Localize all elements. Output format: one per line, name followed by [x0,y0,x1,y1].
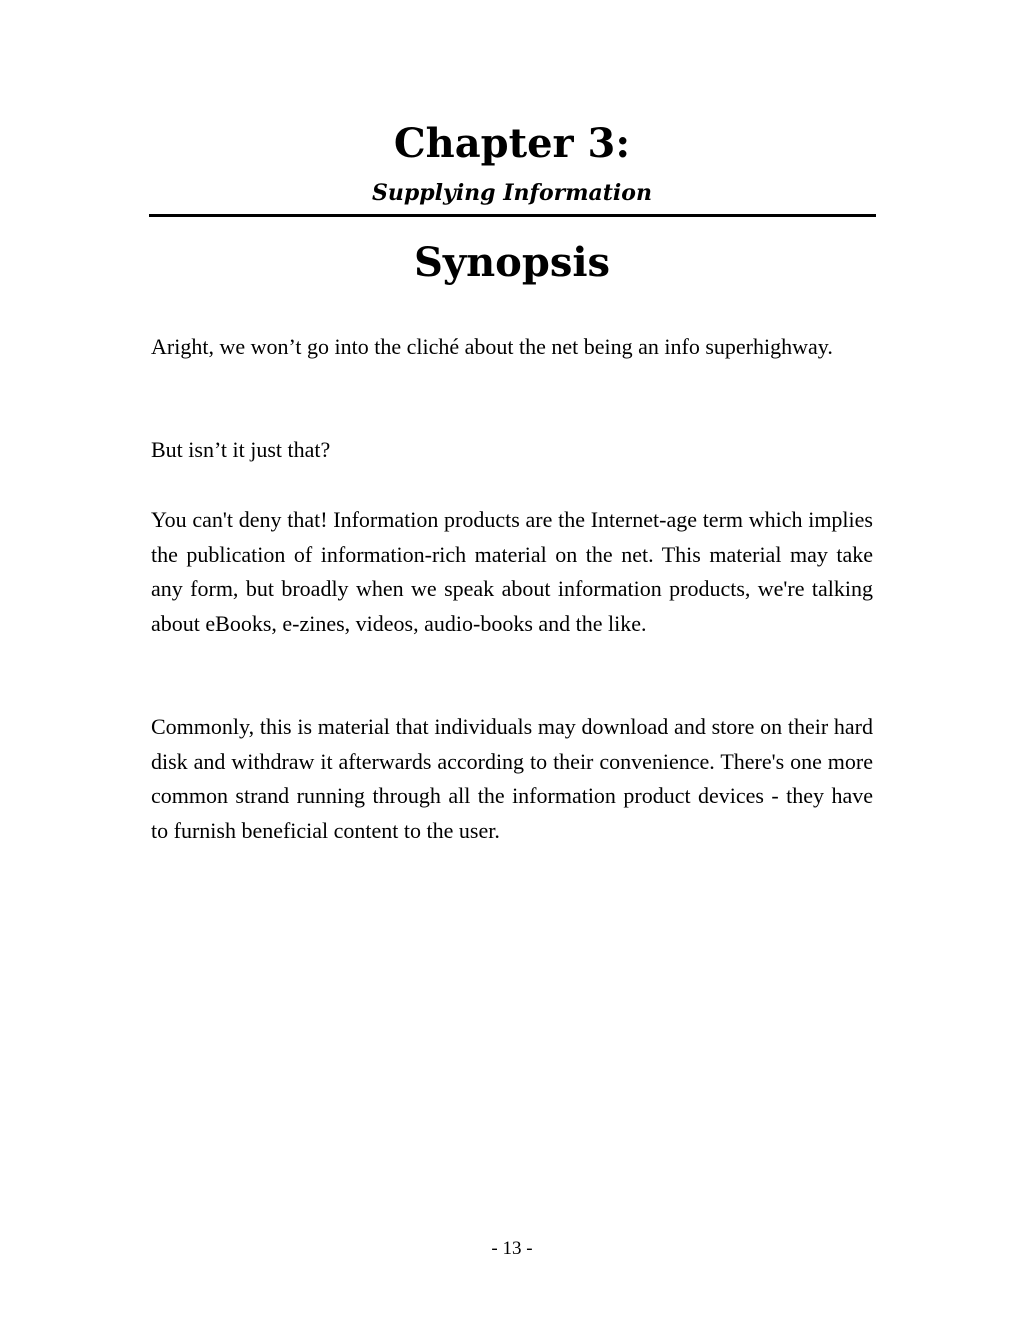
page-number: - 13 - [491,1238,533,1259]
paragraph-1: Aright, we won’t go into the cliché about the net being an info superhighway. [151,334,833,359]
chapter-subtitle: Supplying Information [372,180,652,206]
paragraph-2: But isn’t it just that? [151,437,331,462]
chapter-title: Chapter 3: [393,120,631,167]
paragraph-4: Commonly, this is material that individuals may download and store on their hard disk and withdraw it afterwards according to their convenience. There's one more common strand running through all the information product devices - they have to furnish beneficial content to the user. [151,714,873,843]
title-divider [149,214,876,217]
paragraph-3: You can't deny that! Information products are the Internet-age term which implies the publication of information-rich material on the net. This material may take any form, but broadly when we speak about information products, we're talking about eBooks, e-zines, videos, audio-books and the like. [151,507,873,636]
section-heading: Synopsis [413,239,611,286]
